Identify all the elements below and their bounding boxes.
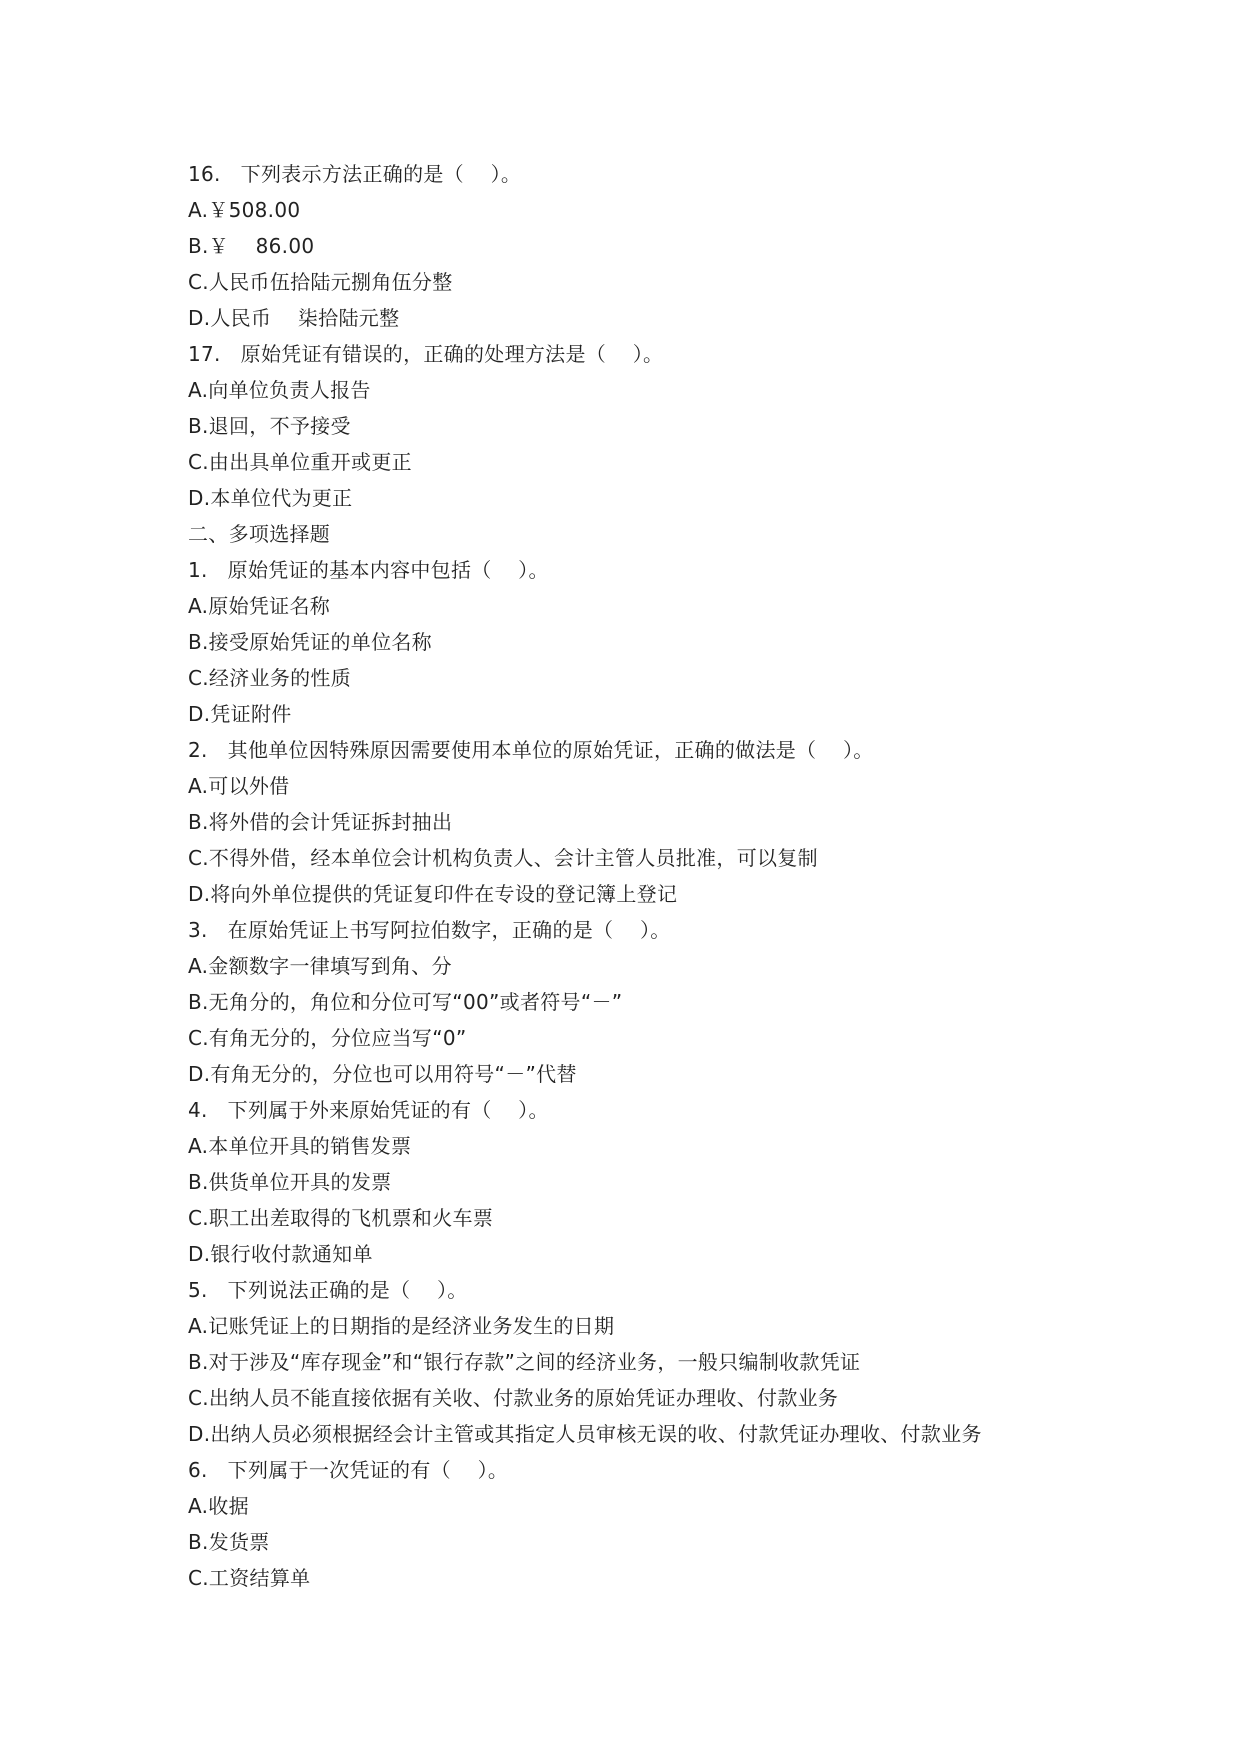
- option-m4-d: D.银行收付款通知单: [188, 1242, 373, 1266]
- question-m4: 4. 下列属于外来原始凭证的有（ ）。: [188, 1098, 549, 1122]
- question-m2: 2. 其他单位因特殊原因需要使用本单位的原始凭证，正确的做法是（ ）。: [188, 738, 874, 762]
- option-17-d: D.本单位代为更正: [188, 486, 353, 510]
- option-16-c: C.人民币伍拾陆元捌角伍分整: [188, 270, 453, 294]
- option-m1-a: A.原始凭证名称: [188, 594, 331, 618]
- option-m5-a: A.记账凭证上的日期指的是经济业务发生的日期: [188, 1314, 615, 1338]
- option-m5-b: B.对于涉及“库存现金”和“银行存款”之间的经济业务，一般只编制收款凭证: [188, 1350, 861, 1374]
- section-heading: 二、多项选择题: [188, 522, 331, 546]
- option-m2-a: A.可以外借: [188, 774, 290, 798]
- option-m5-d: D.出纳人员必须根据经会计主管或其指定人员审核无误的收、付款凭证办理收、付款业务: [188, 1422, 982, 1446]
- question-m1: 1. 原始凭证的基本内容中包括（ ）。: [188, 558, 549, 582]
- option-17-b: B.退回，不予接受: [188, 414, 351, 438]
- document-body: [188, 156, 1188, 1596]
- option-17-a: A.向单位负责人报告: [188, 378, 371, 402]
- option-m5-c: C.出纳人员不能直接依据有关收、付款业务的原始凭证办理收、付款业务: [188, 1386, 839, 1410]
- option-m1-b: B.接受原始凭证的单位名称: [188, 630, 432, 654]
- question-m3: 3. 在原始凭证上书写阿拉伯数字，正确的是（ ）。: [188, 918, 671, 942]
- question-16: 16. 下列表示方法正确的是（ ）。: [188, 162, 522, 186]
- option-m6-a: A.收据: [188, 1494, 249, 1518]
- option-m2-c: C.不得外借，经本单位会计机构负责人、会计主管人员批准，可以复制: [188, 846, 818, 870]
- option-m4-a: A.本单位开具的销售发票: [188, 1134, 412, 1158]
- option-m4-c: C.职工出差取得的飞机票和火车票: [188, 1206, 494, 1230]
- option-m1-c: C.经济业务的性质: [188, 666, 352, 690]
- option-m1-d: D.凭证附件: [188, 702, 292, 726]
- option-m6-b: B.发货票: [188, 1530, 270, 1554]
- option-m2-b: B.将外借的会计凭证拆封抽出: [188, 810, 453, 834]
- option-m6-c: C.工资结算单: [188, 1566, 311, 1590]
- option-16-d: D.人民币 柒拾陆元整: [188, 306, 400, 330]
- option-m2-d: D.将向外单位提供的凭证复印件在专设的登记簿上登记: [188, 882, 678, 906]
- option-16-b: B.￥ 86.00: [188, 234, 315, 258]
- option-16-a: A.￥508.00: [188, 198, 301, 222]
- option-m3-b: B.无角分的，角位和分位可写“00”或者符号“－”: [188, 990, 623, 1014]
- question-m6: 6. 下列属于一次凭证的有（ ）。: [188, 1458, 509, 1482]
- option-17-c: C.由出具单位重开或更正: [188, 450, 412, 474]
- option-m3-c: C.有角无分的，分位应当写“0”: [188, 1026, 467, 1050]
- option-m4-b: B.供货单位开具的发票: [188, 1170, 392, 1194]
- question-17: 17. 原始凭证有错误的，正确的处理方法是（ ）。: [188, 342, 664, 366]
- option-m3-a: A.金额数字一律填写到角、分: [188, 954, 452, 978]
- option-m3-d: D.有角无分的，分位也可以用符号“－”代替: [188, 1062, 577, 1086]
- question-m5: 5. 下列说法正确的是（ ）。: [188, 1278, 468, 1302]
